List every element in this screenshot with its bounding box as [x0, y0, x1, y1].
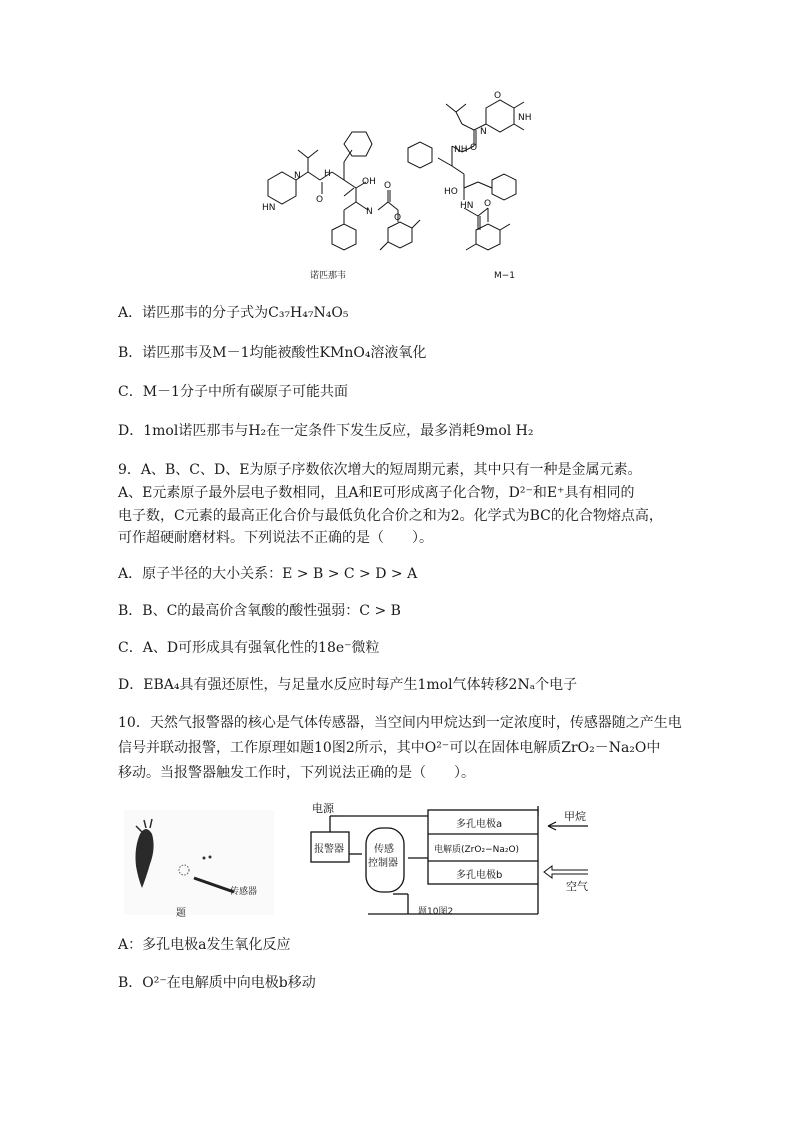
atom-n-left: N — [294, 171, 301, 181]
benzene-ring-left — [408, 142, 432, 168]
sensor-illustration — [124, 810, 274, 915]
caption-right: 题10图2 — [418, 907, 454, 917]
methane-label: 甲烷 — [564, 810, 586, 823]
caption-m1: M−1 — [494, 271, 516, 281]
q8-option-d: D．1mol诺匹那韦与H₂在一定条件下发生反应，最多消耗9mol H₂ — [118, 423, 534, 439]
q8-option-b: B．诺匹那韦及M－1均能被酸性KMnO₄溶液氧化 — [118, 345, 427, 361]
benzene-ring-dimethyl — [388, 222, 412, 248]
atom-oh-left: OH — [362, 177, 376, 187]
atom-nh-amide-right: NH — [454, 145, 468, 155]
electrode-b-label: 多孔电极b — [456, 870, 503, 881]
benzene-ring-dimethyl-right — [476, 224, 500, 250]
benzene-ring-top — [344, 132, 372, 156]
air-arrow — [544, 866, 588, 878]
electrode-a-label: 多孔电极a — [456, 819, 503, 830]
sensor-label: 传感器 — [230, 887, 258, 897]
atom-o-left: O — [316, 195, 324, 205]
q10-stem-line2: 信号并联动报警，工作原理如题10图2所示，其中O²⁻可以在固体电解质ZrO₂－Na₂O中 — [118, 740, 661, 756]
uracil-ring — [486, 100, 514, 132]
molecule-figure — [248, 90, 568, 286]
q10-option-b: B．O²⁻在电解质中向电极b移动 — [118, 975, 316, 991]
benzene-ring-right — [492, 174, 516, 200]
q9-stem-line3: 电子数，C元素的最高正化合价与最低负化合价之和为2。化学式为BC的化合物熔点高， — [118, 508, 663, 524]
atom-ho-right: HO — [444, 187, 458, 197]
atom-h-left: H — [324, 169, 331, 179]
atom-o-ether-left: O — [394, 213, 402, 223]
q9-stem-line1: 9．A、B、C、D、E为原子序数依次增大的短周期元素，其中只有一种是金属元素。 — [118, 462, 642, 478]
atom-n-ring-right: N — [480, 127, 487, 137]
atom-hn-left: HN — [262, 203, 276, 213]
gas-alarm-figure — [118, 798, 598, 923]
atom-hn-right: HN — [460, 201, 474, 211]
atom-o-carbonyl-left: O — [384, 181, 392, 191]
caption-nopinavir: 诺匹那韦 — [310, 271, 347, 281]
q9-stem-line4: 可作超硬耐磨材料。下列说法不正确的是（ ）。 — [118, 530, 433, 546]
q10-option-a: A：多孔电极a发生氧化反应 — [118, 937, 291, 953]
controller-label-line2: 控制器 — [368, 858, 398, 869]
power-label: 电源 — [312, 802, 334, 815]
alarm-label: 报警器 — [314, 844, 344, 855]
q8-option-a: A．诺匹那韦的分子式为C₃₇H₄₇N₄O₅ — [118, 305, 349, 321]
methane-arrow — [548, 822, 588, 830]
q10-stem-line1: 10．天然气报警器的核心是气体传感器，当空间内甲烷达到一定浓度时，传感器随之产生电 — [118, 715, 682, 731]
q9-stem-line2: A、E元素原子最外层电子数相同，且A和E可形成离子化合物，D²⁻和E⁺具有相同的 — [118, 485, 635, 501]
caption-left: 题 — [176, 908, 186, 919]
atom-nh-right: NH — [518, 113, 532, 123]
atom-o-ether-right: O — [484, 199, 492, 209]
q9-option-c: C．A、D可形成具有强氧化性的18e⁻微粒 — [118, 640, 380, 656]
atom-o-top-right: O — [494, 91, 502, 101]
q8-option-c: C．M－1分子中所有碳原子可能共面 — [118, 384, 348, 400]
air-label: 空气 — [566, 880, 588, 893]
controller-label-line1: 传感 — [374, 844, 394, 855]
benzene-ring-bottom — [332, 224, 356, 250]
atom-n-amide-left: N — [366, 207, 373, 217]
electrolyte-label: 电解质(ZrO₂−Na₂O) — [434, 845, 520, 855]
atom-o-carbonyl-right: O — [470, 143, 478, 153]
piperazine-ring — [268, 172, 296, 204]
q9-option-d: D．EBA₄具有强还原性，与足量水反应时每产生1mol气体转移2Nₐ个电子 — [118, 677, 578, 693]
q9-option-b: B．B、C的最高价含氧酸的酸性强弱：C > B — [118, 603, 401, 619]
q10-stem-line3: 移动。当报警器触发工作时，下列说法正确的是（ ）。 — [118, 765, 475, 781]
q9-option-a: A．原子半径的大小关系：E > B > C > D > A — [118, 566, 418, 582]
